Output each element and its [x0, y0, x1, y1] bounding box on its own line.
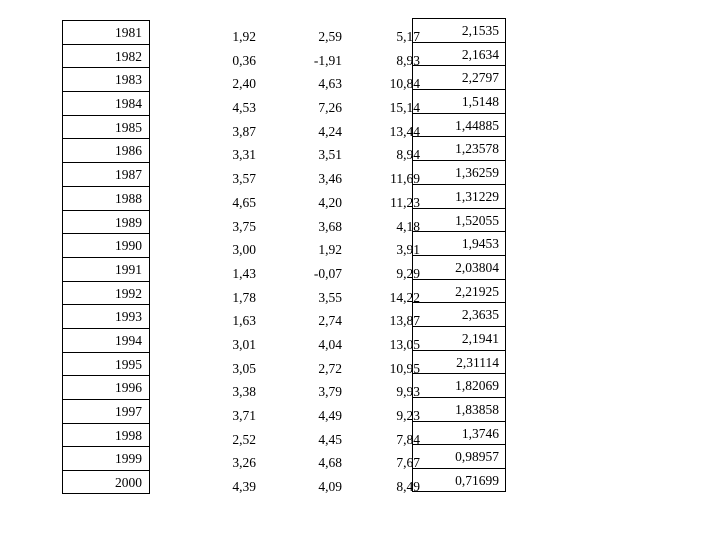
value-cell: 2,52 [232, 431, 256, 447]
year-cell: 1987 [62, 162, 150, 186]
value-cell: 3,79 [318, 384, 342, 400]
value-cell: 5,17 [396, 29, 420, 44]
value-cell: 7,84 [396, 431, 420, 447]
year-cell: 1986 [62, 138, 150, 162]
value-cell: 0,36 [232, 52, 256, 68]
value-column-1 [186, 25, 256, 499]
value-cell: 4,68 [318, 455, 342, 471]
value-cell: 8,49 [396, 479, 420, 495]
value-cell: 1,36259 [412, 160, 506, 184]
value-cell: 13,87 [389, 313, 420, 329]
value-cell: 3,00 [232, 242, 256, 258]
year-cell: 2000 [62, 470, 150, 494]
value-cell: 1,43 [232, 265, 256, 281]
year-cell: 1990 [62, 233, 150, 257]
value-cell: 2,3635 [412, 302, 506, 326]
value-cell: 1,23578 [412, 136, 506, 160]
value-cell: 15,14 [389, 100, 420, 116]
value-column-3 [350, 25, 420, 499]
value-cell: 2,1941 [412, 326, 506, 350]
value-cell: 3,75 [232, 218, 256, 234]
year-cell: 1985 [62, 115, 150, 139]
year-cell: 1989 [62, 210, 150, 234]
value-cell: 1,31229 [412, 184, 506, 208]
value-cell: 2,2797 [412, 65, 506, 89]
value-cell: 0,98957 [412, 444, 506, 468]
value-cell: 1,83858 [412, 397, 506, 421]
value-cell: 2,59 [318, 29, 342, 44]
value-cell: 13,05 [389, 336, 420, 352]
value-cell: 7,67 [396, 455, 420, 471]
value-cell: -1,91 [313, 52, 342, 68]
value-cell: 3,71 [232, 408, 256, 423]
value-cell: 14,22 [389, 289, 420, 305]
value-cell: 1,44885 [412, 113, 506, 137]
value-cell: 7,26 [318, 100, 342, 116]
value-cell: 4,04 [318, 336, 342, 352]
value-cell: 10,84 [389, 76, 420, 92]
value-cell: 3,05 [232, 360, 256, 376]
value-cell: 3,57 [232, 171, 256, 187]
value-cell: -0,07 [313, 265, 342, 281]
value-cell: 3,55 [318, 289, 342, 305]
year-cell: 1988 [62, 186, 150, 210]
value-cell: 9,23 [396, 408, 420, 423]
value-cell: 3,46 [318, 171, 342, 187]
value-column-4 [412, 18, 506, 492]
value-cell: 1,5148 [412, 89, 506, 113]
value-cell: 2,40 [232, 76, 256, 92]
value-cell: 4,45 [318, 431, 342, 447]
value-cell: 2,74 [318, 313, 342, 329]
year-cell: 1994 [62, 328, 150, 352]
value-cell: 8,94 [396, 147, 420, 163]
year-cell: 1982 [62, 44, 150, 68]
value-cell: 2,21925 [412, 279, 506, 303]
value-cell: 1,3746 [412, 421, 506, 445]
year-cell: 1999 [62, 446, 150, 470]
value-cell: 3,31 [232, 147, 256, 163]
value-cell: 1,92 [318, 242, 342, 258]
year-cell: 1981 [62, 20, 150, 44]
value-cell: 4,53 [232, 100, 256, 116]
value-cell: 0,71699 [412, 468, 506, 492]
year-cell: 1996 [62, 375, 150, 399]
value-cell: 1,63 [232, 313, 256, 329]
value-cell: 1,78 [232, 289, 256, 305]
year-cell: 1992 [62, 281, 150, 305]
year-cell: 1993 [62, 304, 150, 328]
value-cell: 3,01 [232, 336, 256, 352]
value-cell: 4,39 [232, 479, 256, 495]
value-cell: 4,18 [396, 218, 420, 234]
value-cell: 10,95 [389, 360, 420, 376]
value-cell: 4,63 [318, 76, 342, 92]
value-cell: 3,38 [232, 384, 256, 400]
value-cell: 2,03804 [412, 255, 506, 279]
value-cell: 9,29 [396, 265, 420, 281]
year-cell: 1991 [62, 257, 150, 281]
year-cell: 1997 [62, 399, 150, 423]
value-cell: 2,1535 [412, 18, 506, 42]
value-cell: 1,9453 [412, 231, 506, 255]
value-cell: 2,1634 [412, 42, 506, 66]
value-cell: 3,26 [232, 455, 256, 471]
value-cell: 3,91 [396, 242, 420, 258]
value-cell: 1,82069 [412, 373, 506, 397]
year-cell: 1984 [62, 91, 150, 115]
value-cell: 8,93 [396, 52, 420, 68]
year-cell: 1983 [62, 67, 150, 91]
value-cell: 11,23 [390, 194, 420, 210]
year-cell: 1998 [62, 423, 150, 447]
value-cell: 2,72 [318, 360, 342, 376]
value-cell: 3,68 [318, 218, 342, 234]
value-cell: 4,24 [318, 123, 342, 139]
value-cell: 1,92 [232, 29, 256, 44]
value-cell: 4,49 [318, 408, 342, 423]
value-cell: 3,51 [318, 147, 342, 163]
value-cell: 4,65 [232, 194, 256, 210]
year-column [62, 20, 150, 494]
value-cell: 2,31114 [412, 350, 506, 374]
value-column-2 [272, 25, 342, 499]
value-cell: 11,69 [390, 171, 420, 187]
value-cell: 4,20 [318, 194, 342, 210]
year-cell: 1995 [62, 352, 150, 376]
value-cell: 4,09 [318, 479, 342, 495]
value-cell: 9,93 [396, 384, 420, 400]
value-cell: 13,44 [389, 123, 420, 139]
value-cell: 1,52055 [412, 208, 506, 232]
value-cell: 3,87 [232, 123, 256, 139]
